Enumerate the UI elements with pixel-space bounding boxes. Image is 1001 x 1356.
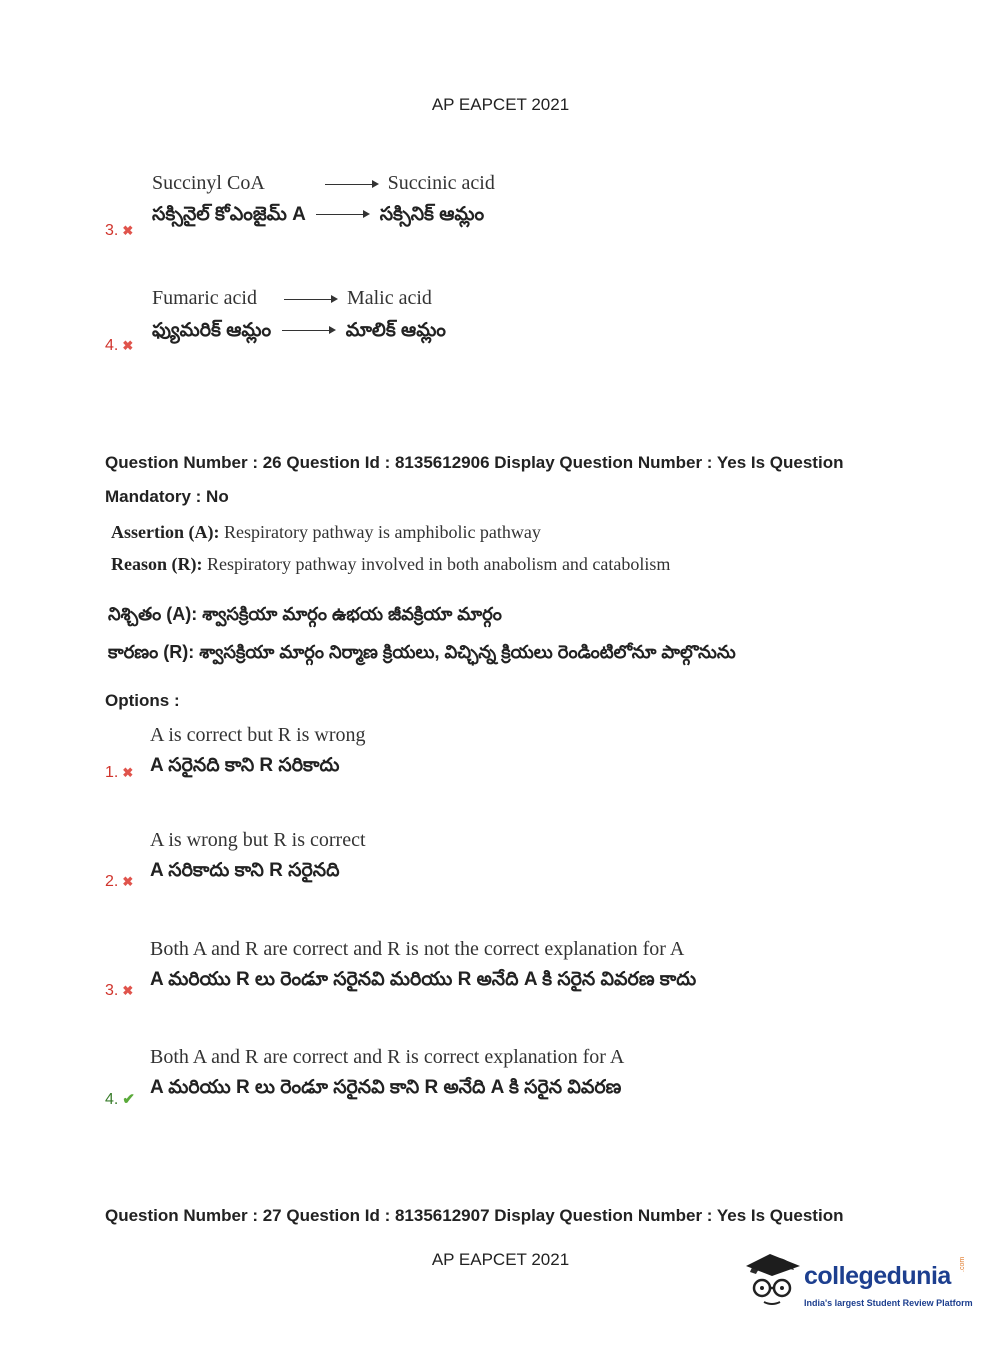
arrow-icon [316, 214, 368, 215]
option-3-english: Both A and R are correct and R is not the correct explanation for A [150, 938, 685, 960]
option-1-english: A is correct but R is wrong [150, 724, 366, 746]
reason-line [111, 554, 670, 575]
cross-icon: ✖ [122, 223, 134, 238]
assertion-te-label: నిశ్చితం (A): [108, 604, 198, 624]
logo-domain: .com [959, 1256, 966, 1272]
arrow-icon [325, 184, 377, 185]
question-26-mandatory: Mandatory : No [105, 487, 229, 506]
page-header: AP EAPCET 2021 [431, 95, 570, 114]
option-1-telugu: A సరైనది కాని R సరికాదు [150, 755, 340, 776]
prev-option-3-from-te: సక్సినైల్ కోఎంజైమ్ A [152, 204, 306, 225]
reason-text: Respiratory pathway involved in both anabolism and catabolism [207, 554, 671, 574]
option-1-number: 1. ✖ [105, 764, 134, 781]
option-4-number: 4. ✔ [105, 1091, 135, 1108]
prev-option-3-telugu [152, 204, 484, 230]
options-label: Options : [105, 691, 180, 710]
prev-option-4-english [152, 287, 432, 310]
prev-option-4-to: Malic acid [346, 287, 432, 309]
assertion-label: Assertion (A): [111, 522, 220, 542]
prev-option-4-telugu [152, 320, 446, 346]
logo-name: collegedunia [804, 1262, 951, 1290]
prev-option-3-number: 3. ✖ [105, 222, 134, 239]
option-3-number: 3. ✖ [105, 982, 134, 999]
cross-icon: ✖ [122, 765, 134, 780]
reason-te-text: శ్వాసక్రియా మార్గం నిర్మాణ క్రియలు, విచ్ఛిన్న క్రియలు రెండింటిలోనూ పాల్గొనును [199, 642, 736, 662]
question-27-meta: Question Number : 27 Question Id : 8135612907 Display Question Number : Yes Is Question [105, 1206, 844, 1225]
logo-tagline: India's largest Student Review Platform [804, 1298, 973, 1308]
assertion-text: Respiratory pathway is amphibolic pathway [223, 522, 541, 542]
prev-option-4-number: 4. ✖ [105, 337, 134, 354]
question-26-meta: Question Number : 26 Question Id : 8135612906 Display Question Number : Yes Is Question [105, 453, 844, 472]
collegedunia-logo-icon [742, 1252, 802, 1312]
assertion-te-text: శ్వాసక్రియా మార్గం ఉభయ జీవక్రియా మార్గం [202, 604, 502, 624]
prev-option-3-from: Succinyl CoA [152, 172, 264, 194]
arrow-icon [284, 299, 336, 300]
prev-option-3-to: Succinic acid [387, 172, 495, 194]
prev-option-4-from-te: ఫ్యుమరిక్ ఆమ్లం [152, 320, 272, 341]
option-2-number: 2. ✖ [105, 873, 134, 890]
reason-te-label: కారణం (R): [108, 642, 195, 662]
cross-icon: ✖ [122, 338, 134, 353]
page-footer: AP EAPCET 2021 [431, 1250, 570, 1269]
assertion-line [111, 522, 541, 543]
reason-telugu-line [108, 642, 736, 667]
prev-option-3-english [152, 172, 495, 195]
cross-icon: ✖ [122, 874, 134, 889]
option-2-english: A is wrong but R is correct [150, 829, 366, 851]
cross-icon: ✖ [122, 983, 134, 998]
assertion-telugu-line [108, 604, 502, 629]
checkmark-icon: ✔ [122, 1091, 135, 1108]
prev-option-3-to-te: సక్సినిక్ ఆమ్లం [379, 204, 485, 225]
arrow-icon [282, 330, 334, 331]
prev-option-4-from: Fumaric acid [152, 287, 257, 309]
option-2-telugu: A సరికాదు కాని R సరైనది [150, 860, 340, 881]
option-4-telugu: A మరియు R లు రెండూ సరైనవి కాని R అనేది A కి సరైన వివరణ [150, 1077, 622, 1098]
option-3-telugu: A మరియు R లు రెండూ సరైనవి మరియు R అనేది A కి సరైన వివరణ కాదు [150, 969, 697, 990]
option-4-english: Both A and R are correct and R is correct explanation for A [150, 1046, 625, 1068]
reason-label: Reason (R): [111, 554, 203, 574]
prev-option-4-to-te: మాలిక్ ఆమ్లం [345, 320, 446, 341]
